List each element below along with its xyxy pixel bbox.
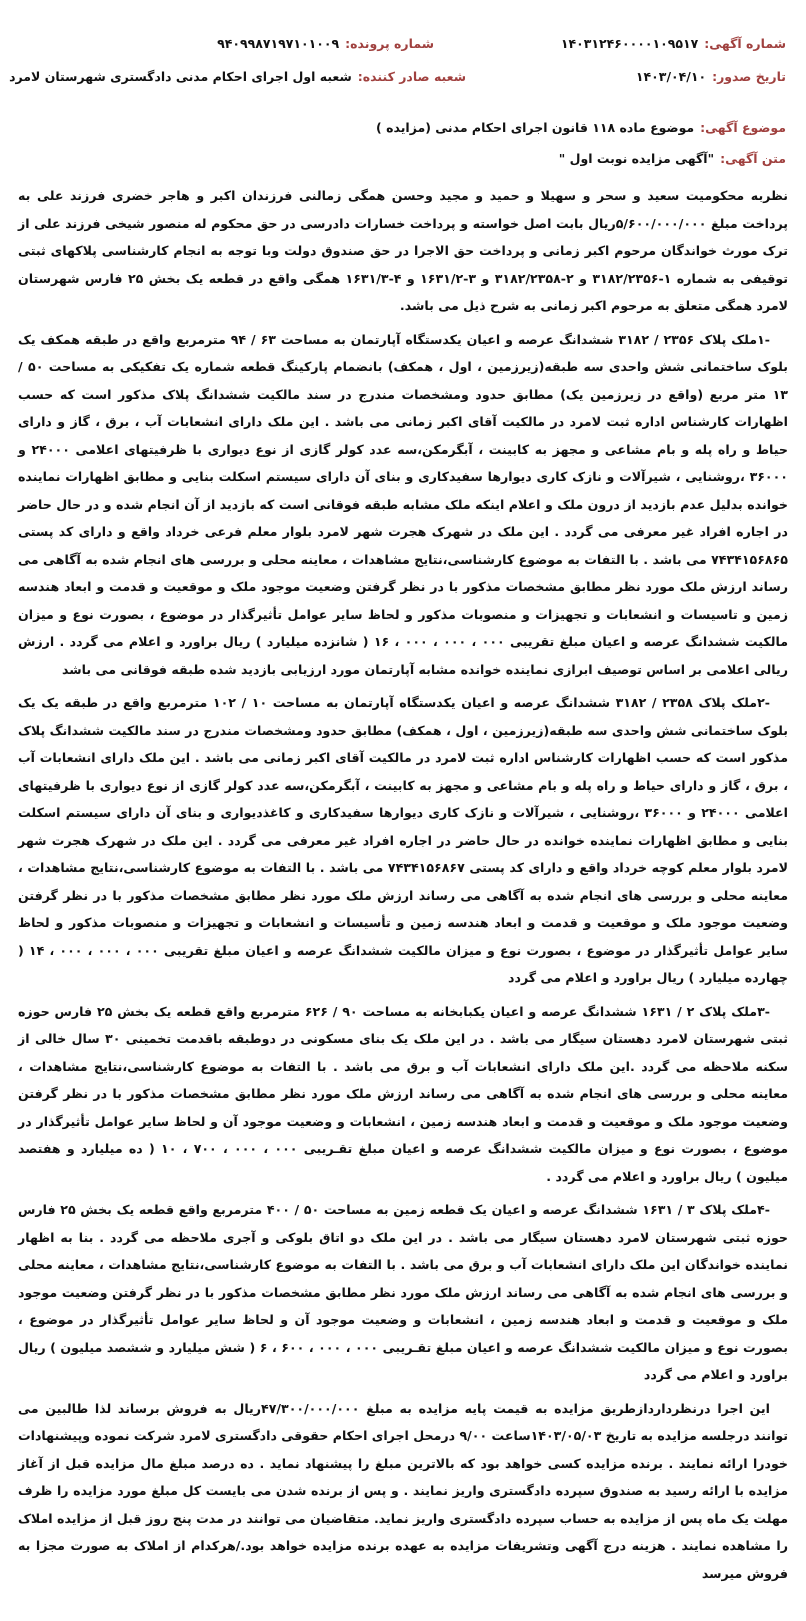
- subject-label: موضوع آگهی:: [700, 120, 786, 135]
- property-1-paragraph: -۱ملک پلاک ۲۳۵۶ / ۳۱۸۲ ششدانگ عرصه و اعیان یکدستگاه آپارتمان به مساحت ۶۳ / ۹۴ مترمربع واقع در طبقه همکف یک بلوک ساختمانی شش واحدی سه طبقه(زیرزمین ، اول ، همکف) بانضمام پارکینگ قطعه شماره یک تفکیکی به مساحت ۵۰ / ۱۳ متر مربع (واقع در زیرزمین یک) مطابق حدود ومشخصات مندرج در سند مالکیت ششدانگ پلاک مذکور است که حسب اظهارات کارشناس اداره ثبت لامرد در مالکیت آقای اکبر زمانی می باشد . این ملک دارای انشعابات آب ، برق ، گاز و دارای حیاط و راه پله و بام مشاعی و مجهز به کابینت ، آبگرمکن،سه عدد کولر گازی از نوع دیواری با ظرفیتهای اعلامی ۲۴۰۰۰ و ۳۶۰۰۰ ،روشنایی ، شیرآلات و نازک کاری دیوارها سفیدکاری و بنای آن دارای سیستم اسکلت بنایی و مطابق اظهارات نماینده خوانده بدلیل عدم بازدید از درون ملک و اعلام اینکه ملک مشابه طبقه فوقانی است که بازدید از آن انجام شده و در حال حاضر در اجاره افراد غیر معرفی می گردد . این ملک در شهرک هجرت شهر لامرد بلوار معلم فرعی خرداد واقع و دارای کد پستی ۷۴۳۴۱۵۶۸۶۵ می باشد . با التفات به موضوع کارشناسی،نتایج مشاهدات ، معاینه محلی و بررسی های انجام شده به آگاهی می رساند ارزش ملک مورد نظر مطابق مشخصات مذکور با در نظر گرفتن وضعیت موجود ملک و موقعیت و قدمت و ابعاد هندسه زمین و تاسیسات و انشعابات و تجهیزات و منصوبات مذکور و لحاظ سایر عوامل تأثیرگذار در موضوع ، بصورت نوع و میزان مالکیت ششدانگ عرصه و اعیان مبلغ تقریبی ۰۰۰ ، ۰۰۰ ، ۰۰۰ ، ۱۶ ( شانزده میلیارد ) ریال براورد و اعلام می گردد . ارزش ریالی اعلامی بر اساس توصیف ابرازی نماینده خوانده مشابه آپارتمان مورد ارزیابی بازدید شده طبقه فوقانی می باشد: [18, 331, 789, 677]
- issue-date-row: [636, 69, 786, 84]
- notice-number-label: شماره آگهی:: [704, 36, 786, 51]
- text-title: "آگهی مزایده نوبت اول ": [558, 151, 715, 166]
- notice-number-row: [561, 36, 786, 51]
- issue-date-label: تاریخ صدور:: [712, 69, 786, 84]
- notice-body: [18, 182, 788, 1593]
- property-3-paragraph: -۳ملک پلاک ۲ / ۱۶۳۱ ششدانگ عرصه و اعیان یکبابخانه به مساحت ۹۰ / ۶۲۶ مترمربع واقع قطعه یک بخش ۲۵ فارس حوزه ثبتی شهرستان لامرد دهستان سیگار می باشد . در این ملک یک بنای مسکونی در دوطبقه باقدمت تخمینی ۳۰ سال خالی از سکنه ملاحظه می گردد .این ملک دارای انشعابات آب و برق می باشد . با التفات به موضوع کارشناسی،نتایج مشاهدات ، معاینه محلی و بررسی های انجام شده به آگاهی می رساند ارزش ملک مورد نظر مطابق مشخصات مذکور با در نظر گرفتن وضعیت موجود ملک و موقعیت و قدمت و ابعاد هندسه زمین ، انشعابات و وضعیت موجود آن و لحاظ سایر عوامل تأثیرگذار در موضوع ، بصورت نوع و میزان مالکیت ششدانگ عرصه و اعیان مبلغ تقـریبی ۰۰۰ ، ۰۰۰ ، ۷۰۰ ، ۱۰ ( ده میلیارد و هفتصد میلیون ) ریال براورد و اعلام می گردد .: [18, 1003, 789, 1184]
- notice-number: ۱۴۰۳۱۲۴۶۰۰۰۰۱۰۹۵۱۷: [560, 36, 699, 51]
- issuer-label: شعبه صادر کننده:: [357, 69, 466, 84]
- property-4-paragraph: -۴ملک پلاک ۳ / ۱۶۳۱ ششدانگ عرصه و اعیان یک قطعه زمین به مساحت ۵۰ / ۴۰۰ مترمربع واقع قطعه یک بخش ۲۵ فارس حوزه ثبتی شهرستان لامرد دهستان سیگار می باشد . در این ملک دو اتاق بلوکی و آجری ملاحظه می گردد . بنا به اظهار نماینده خواندگان این ملک دارای انشعابات آب و برق می باشد . با التفات به موضوع کارشناسی،نتایج مشاهدات ، معاینه محلی و بررسی های انجام شده به آگاهی می رساند ارزش ملک مورد نظر مطابق مشخصات مذکور با در نظر گرفتن وضعیت موجود ملک و موقعیت و قدمت و ابعاد هندسه زمین ، انشعابات و وضعیت موجود آن و لحاظ سایر عوامل تأثیرگذار در موضوع ، بصورت نوع و میزان مالکیت ششدانگ عرصه و اعیان مبلغ تقـریبی ۰۰۰ ، ۰۰۰ ، ۶۰۰ ، ۶ ( شش میلیارد و ششصد میلیون ) ریال براورد و اعلام می گردد: [18, 1202, 788, 1382]
- text-label: متن آگهی:: [720, 151, 786, 166]
- auction-terms-paragraph: این اجرا درنظرداردازطریق مزایده به قیمت پایه مزایده به مبلغ ۴۷/۳۰۰/۰۰۰/۰۰۰ریال به فروش برساند لذا طالبین می توانند درجلسه مزایده به تاریخ ۱۴۰۳/۰۵/۰۳ساعت ۹/۰۰ درمحل اجرای احکام حقوقی دادگستری لامرد شرکت نموده وپیشنهادات خودرا ارائه نمایند . برنده مزایده کسی خواهد بود که بالاترین مبلغ را پیشنهاد نماید . ده درصد مبلغ مال مزایده قبل از آغاز مزایده با ارائه رسید به صندوق سپرده دادگستری واریز نمایند . و پس از برنده شدن می بایست کل مبلغ مورد مزایده را ظرف مهلت یک ماه پس از مزایده به حساب سپرده دادگستری واریز نماید. متقاضیان می توانند در مدت پنج روز قبل از مزایده املاک را مشاهده نمایند . هزینه درج آگهی وتشریفات مزایده به عهده برنده مزایده خواهد بود./هرکدام از املاک به صورت مجزا به فروش میرسد: [18, 1400, 789, 1581]
- subject: موضوع ماده ۱۱۸ قانون اجرای احکام مدنی (مزایده ): [376, 120, 695, 135]
- subject-row: [376, 120, 786, 135]
- issue-date: ۱۴۰۳/۰۴/۱۰: [635, 69, 707, 84]
- intro-paragraph: نظربه محکومیت سعید و سحر و سهیلا و حمید و مجید وحسن همگی زمالنی فرزندان اکبر و هاجر خضری فرزند علی به پرداخت مبلغ ۵/۶۰۰/۰۰۰/۰۰۰ریال بابت اصل خواسته و پرداخت خسارات دادرسی در حق محکوم له منصور شیخی فرزند علی از ترک مورث خواندگان مرحوم اکبر زمانی و پرداخت حق الاجرا در حق صندوق دولت وبا توجه به انجام کارشناسی پلاکهای ثبتی توقیفی به شماره ۱-۳۱۸۲/۲۳۵۶ و ۲-۳۱۸۲/۲۳۵۸ و ۳-۱۶۳۱/۲ و ۴-۱۶۳۱/۳ همگی واقع در قطعه یک بخش ۲۵ فارس شهرستان لامرد همگی متعلق به مرحوم اکبر زمانی به شرح ذیل می باشد.: [18, 188, 789, 313]
- file-number-row: [217, 36, 434, 51]
- property-2-paragraph: -۲ملک پلاک ۲۳۵۸ / ۳۱۸۲ ششدانگ عرصه و اعیان یکدستگاه آپارتمان به مساحت ۱۰ / ۱۰۲ مترمربع واقع در طبقه یک یک بلوک ساختمانی شش واحدی سه طبقه(زیرزمین ، اول ، همکف) مطابق حدود ومشخصات مندرج در سند مالکیت ششدانگ پلاک مذکور است که حسب اظهارات کارشناس اداره ثبت لامرد در مالکیت آقای اکبر زمانی می باشد . این ملک دارای انشعابات آب ، برق ، گاز و دارای حیاط و راه پله و بام مشاعی و مجهز به کابینت ، آبگرمکن،سه عدد کولر گازی از نوع دیواری با ظرفیتهای اعلامی ۲۴۰۰۰ و ۳۶۰۰۰ ،روشنایی ، شیرآلات و نازک کاری دیوارها سفیدکاری و کاغذدیواری و بنای آن دارای سیستم اسکلت بنایی و مطابق اظهارات نماینده خوانده در حال حاضر در اجاره افراد غیر معرفی می گردد . این ملک در شهرک هجرت شهر لامرد بلوار معلم کوچه خرداد واقع و دارای کد پستی ۷۴۳۴۱۵۶۸۶۷ می باشد . با التفات به موضوع کارشناسی،نتایج مشاهدات ، معاینه محلی و بررسی های انجام شده به آگاهی می رساند ارزش ملک مورد نظر مطابق مشخصات مذکور با در نظر گرفتن وضعیت موجود ملک و موقعیت و قدمت و ابعاد هندسه زمین و تأسیسات و انشعابات و تجهیزات و منصوبات مذکور و لحاظ سایر عوامل تأثیرگذار در موضوع ، بصورت نوع و میزان مالکیت ششدانگ عرصه و اعیان مبلغ تقریبی ۰۰۰ ، ۰۰۰ ، ۰۰۰ ، ۱۴ ( چهارده میلیارد ) ریال براورد و اعلام می گردد: [18, 695, 789, 985]
- issuer-row: [9, 69, 466, 84]
- file-number: ۹۴۰۹۹۸۷۱۹۷۱۰۱۰۰۹: [217, 36, 340, 51]
- file-number-label: شماره پرونده:: [345, 36, 434, 51]
- text-title-row: [559, 151, 786, 166]
- issuer: شعبه اول اجرای احکام مدنی دادگستری شهرستان لامرد: [9, 69, 352, 84]
